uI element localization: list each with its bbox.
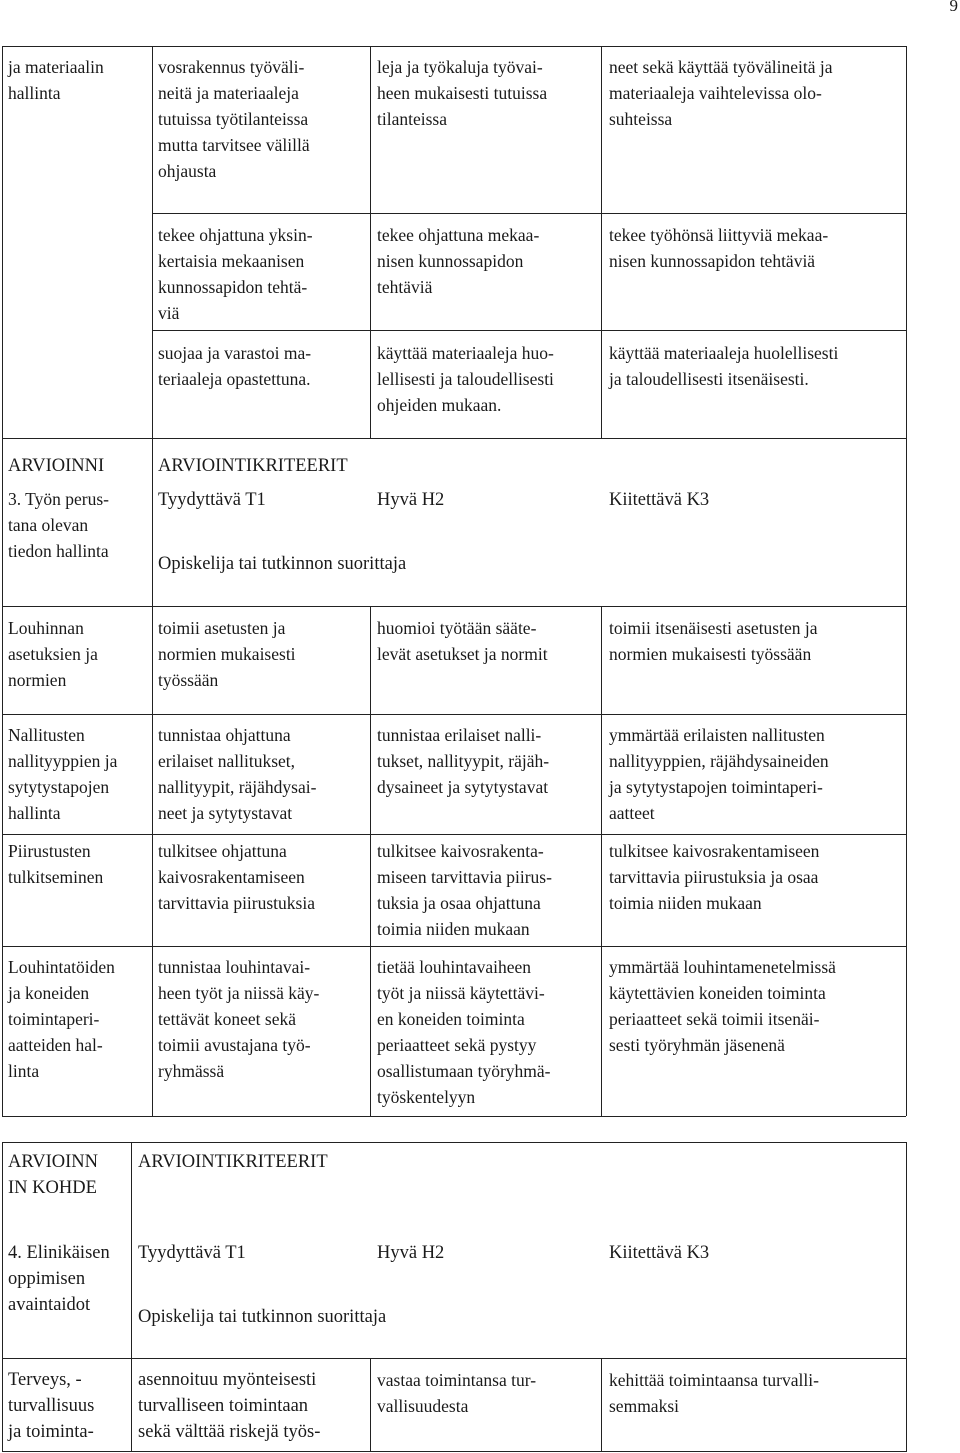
- criterion-h2: leja ja työkaluja työvai- heen mukaisesti tutuissa tilanteissa: [377, 57, 548, 129]
- rule: [2, 714, 906, 715]
- row-label: Louhinnan asetuksien ja normien: [8, 618, 98, 690]
- criterion-t1: toimii asetusten ja normien mukaisesti työssään: [158, 618, 296, 690]
- criterion-t1: tulkitsee ohjattuna kaivosrakentamiseen tarvittavia piirustuksia: [158, 841, 315, 913]
- header-criteria: ARVIOINTIKRITEERIT: [158, 456, 348, 476]
- criterion-h2: tunnistaa erilaiset nalli- tukset, nallityypit, räjäh- dysaineet ja sytytystavat: [377, 725, 550, 797]
- criterion-h2: huomioi työtään sääte- levät asetukset ja normit: [377, 618, 548, 664]
- rule: [906, 46, 907, 438]
- rule: [152, 46, 153, 438]
- rule: [2, 438, 906, 439]
- rule: [2, 834, 906, 835]
- rule: [152, 330, 906, 331]
- criterion-k3: ymmärtää louhintamenetelmissä käytettävien koneiden toiminta periaatteet sekä toimii itsenäi- sesti työryhmän jäsenenä: [609, 957, 836, 1055]
- header-criteria: ARVIOINTIKRITEERIT: [138, 1152, 328, 1172]
- rule: [2, 606, 906, 607]
- criterion-k3: neet sekä käyttää työvälineitä ja materiaaleja vaihtelevissa olo- suhteissa: [609, 57, 833, 129]
- rule: [2, 46, 3, 438]
- criterion-t1: tunnistaa ohjattuna erilaiset nallitukset, nallityypit, räjähdysai- neet ja sytytystavat: [158, 725, 317, 823]
- header-assessment-target: ARVIOINN IN KOHDE: [8, 1152, 98, 1198]
- grade-t1: Tyydyttävä T1: [158, 490, 266, 510]
- row-label: Piirustusten tulkitseminen: [8, 841, 104, 887]
- performer-label: Opiskelija tai tutkinnon suorittaja: [138, 1307, 387, 1327]
- rule: [370, 606, 371, 1116]
- rule: [906, 1142, 907, 1452]
- grade-h2: Hyvä H2: [377, 490, 445, 510]
- criterion-t1: suojaa ja varastoi ma- teriaaleja opastettuna.: [158, 343, 312, 389]
- assessment-target: 3. Työn perus- tana olevan tiedon hallinta: [8, 489, 110, 561]
- criterion-t1: tekee ohjattuna yksin- kertaisia mekaanisen kunnossapidon tehtä- viä: [158, 225, 313, 323]
- rule: [2, 438, 3, 1116]
- criterion-h2: tietää louhintavaiheen työt ja niissä käytettävi- en koneiden toiminta periaatteet sekä pystyy osallistumaan työryhmä- työskentelyyn: [377, 957, 551, 1107]
- rule: [906, 438, 907, 1116]
- criterion-t1: asennoituu myönteisesti turvalliseen toimintaan sekä välttää riskejä työs-: [138, 1370, 321, 1442]
- rule: [2, 1451, 906, 1452]
- criterion-k3: ymmärtää erilaisten nallitusten nallityyppien, räjähdysaineiden ja sytytystapojen toimintaperi- aatteet: [609, 725, 829, 823]
- criterion-k3: tulkitsee kaivosrakentamiseen tarvittavia piirustuksia ja osaa toimia niiden mukaan: [609, 841, 820, 913]
- criterion-k3: toimii itsenäisesti asetusten ja normien mukaisesti työssään: [609, 618, 818, 664]
- rule: [2, 1116, 906, 1117]
- grade-k3: Kiitettävä K3: [609, 1243, 710, 1263]
- row-label: Nallitusten nallityyppien ja sytytystapojen hallinta: [8, 725, 118, 823]
- rule: [2, 46, 906, 47]
- criterion-h2: vastaa toimintansa tur- vallisuudesta: [377, 1370, 537, 1416]
- criterion-k3: tekee työhönsä liittyviä mekaa- nisen kunnossapidon tehtäviä: [609, 225, 829, 271]
- row-label: ja materiaalin hallinta: [8, 57, 104, 103]
- rule: [2, 1142, 906, 1143]
- criterion-t1: vosrakennus työväli- neitä ja materiaaleja tutuissa työtilanteissa mutta tarvitsee välillä ohjausta: [158, 57, 310, 181]
- rule: [370, 1358, 371, 1452]
- page-number: 9: [949, 0, 958, 15]
- row-label: Louhintatöiden ja koneiden toimintaperi- aatteiden hal- linta: [8, 957, 115, 1081]
- rule: [601, 1358, 602, 1452]
- grade-t1: Tyydyttävä T1: [138, 1243, 246, 1263]
- rule: [131, 1142, 132, 1452]
- header-assessment-target: ARVIOINNI: [8, 456, 105, 476]
- criterion-k3: käyttää materiaaleja huolellisesti ja taloudellisesti itsenäisesti.: [609, 343, 839, 389]
- rule: [601, 46, 602, 438]
- rule: [370, 46, 371, 438]
- criterion-k3: kehittää toimintaansa turvalli- semmaksi: [609, 1370, 819, 1416]
- rule: [2, 946, 906, 947]
- assessment-target: 4. Elinikäisen oppimisen avaintaidot: [8, 1243, 110, 1315]
- rule: [152, 213, 906, 214]
- performer-label: Opiskelija tai tutkinnon suorittaja: [158, 554, 407, 574]
- criterion-t1: tunnistaa louhintavai- heen työt ja niissä käy- tettävät koneet sekä toimii avustajana työ- ryhmässä: [158, 957, 320, 1081]
- rule: [2, 1142, 3, 1452]
- grade-h2: Hyvä H2: [377, 1243, 445, 1263]
- criterion-h2: tekee ohjattuna mekaa- nisen kunnossapidon tehtäviä: [377, 225, 540, 297]
- criterion-h2: käyttää materiaaleja huo- lellisesti ja taloudellisesti ohjeiden mukaan.: [377, 343, 554, 415]
- rule: [152, 438, 153, 1116]
- rule: [2, 1358, 906, 1359]
- grade-k3: Kiitettävä K3: [609, 490, 710, 510]
- criterion-h2: tulkitsee kaivosrakenta- miseen tarvittavia piirus- tuksia ja osaa ohjattuna toimia niiden mukaan: [377, 841, 552, 939]
- row-label: Terveys, - turvallisuus ja toiminta-: [8, 1370, 95, 1442]
- rule: [601, 606, 602, 1116]
